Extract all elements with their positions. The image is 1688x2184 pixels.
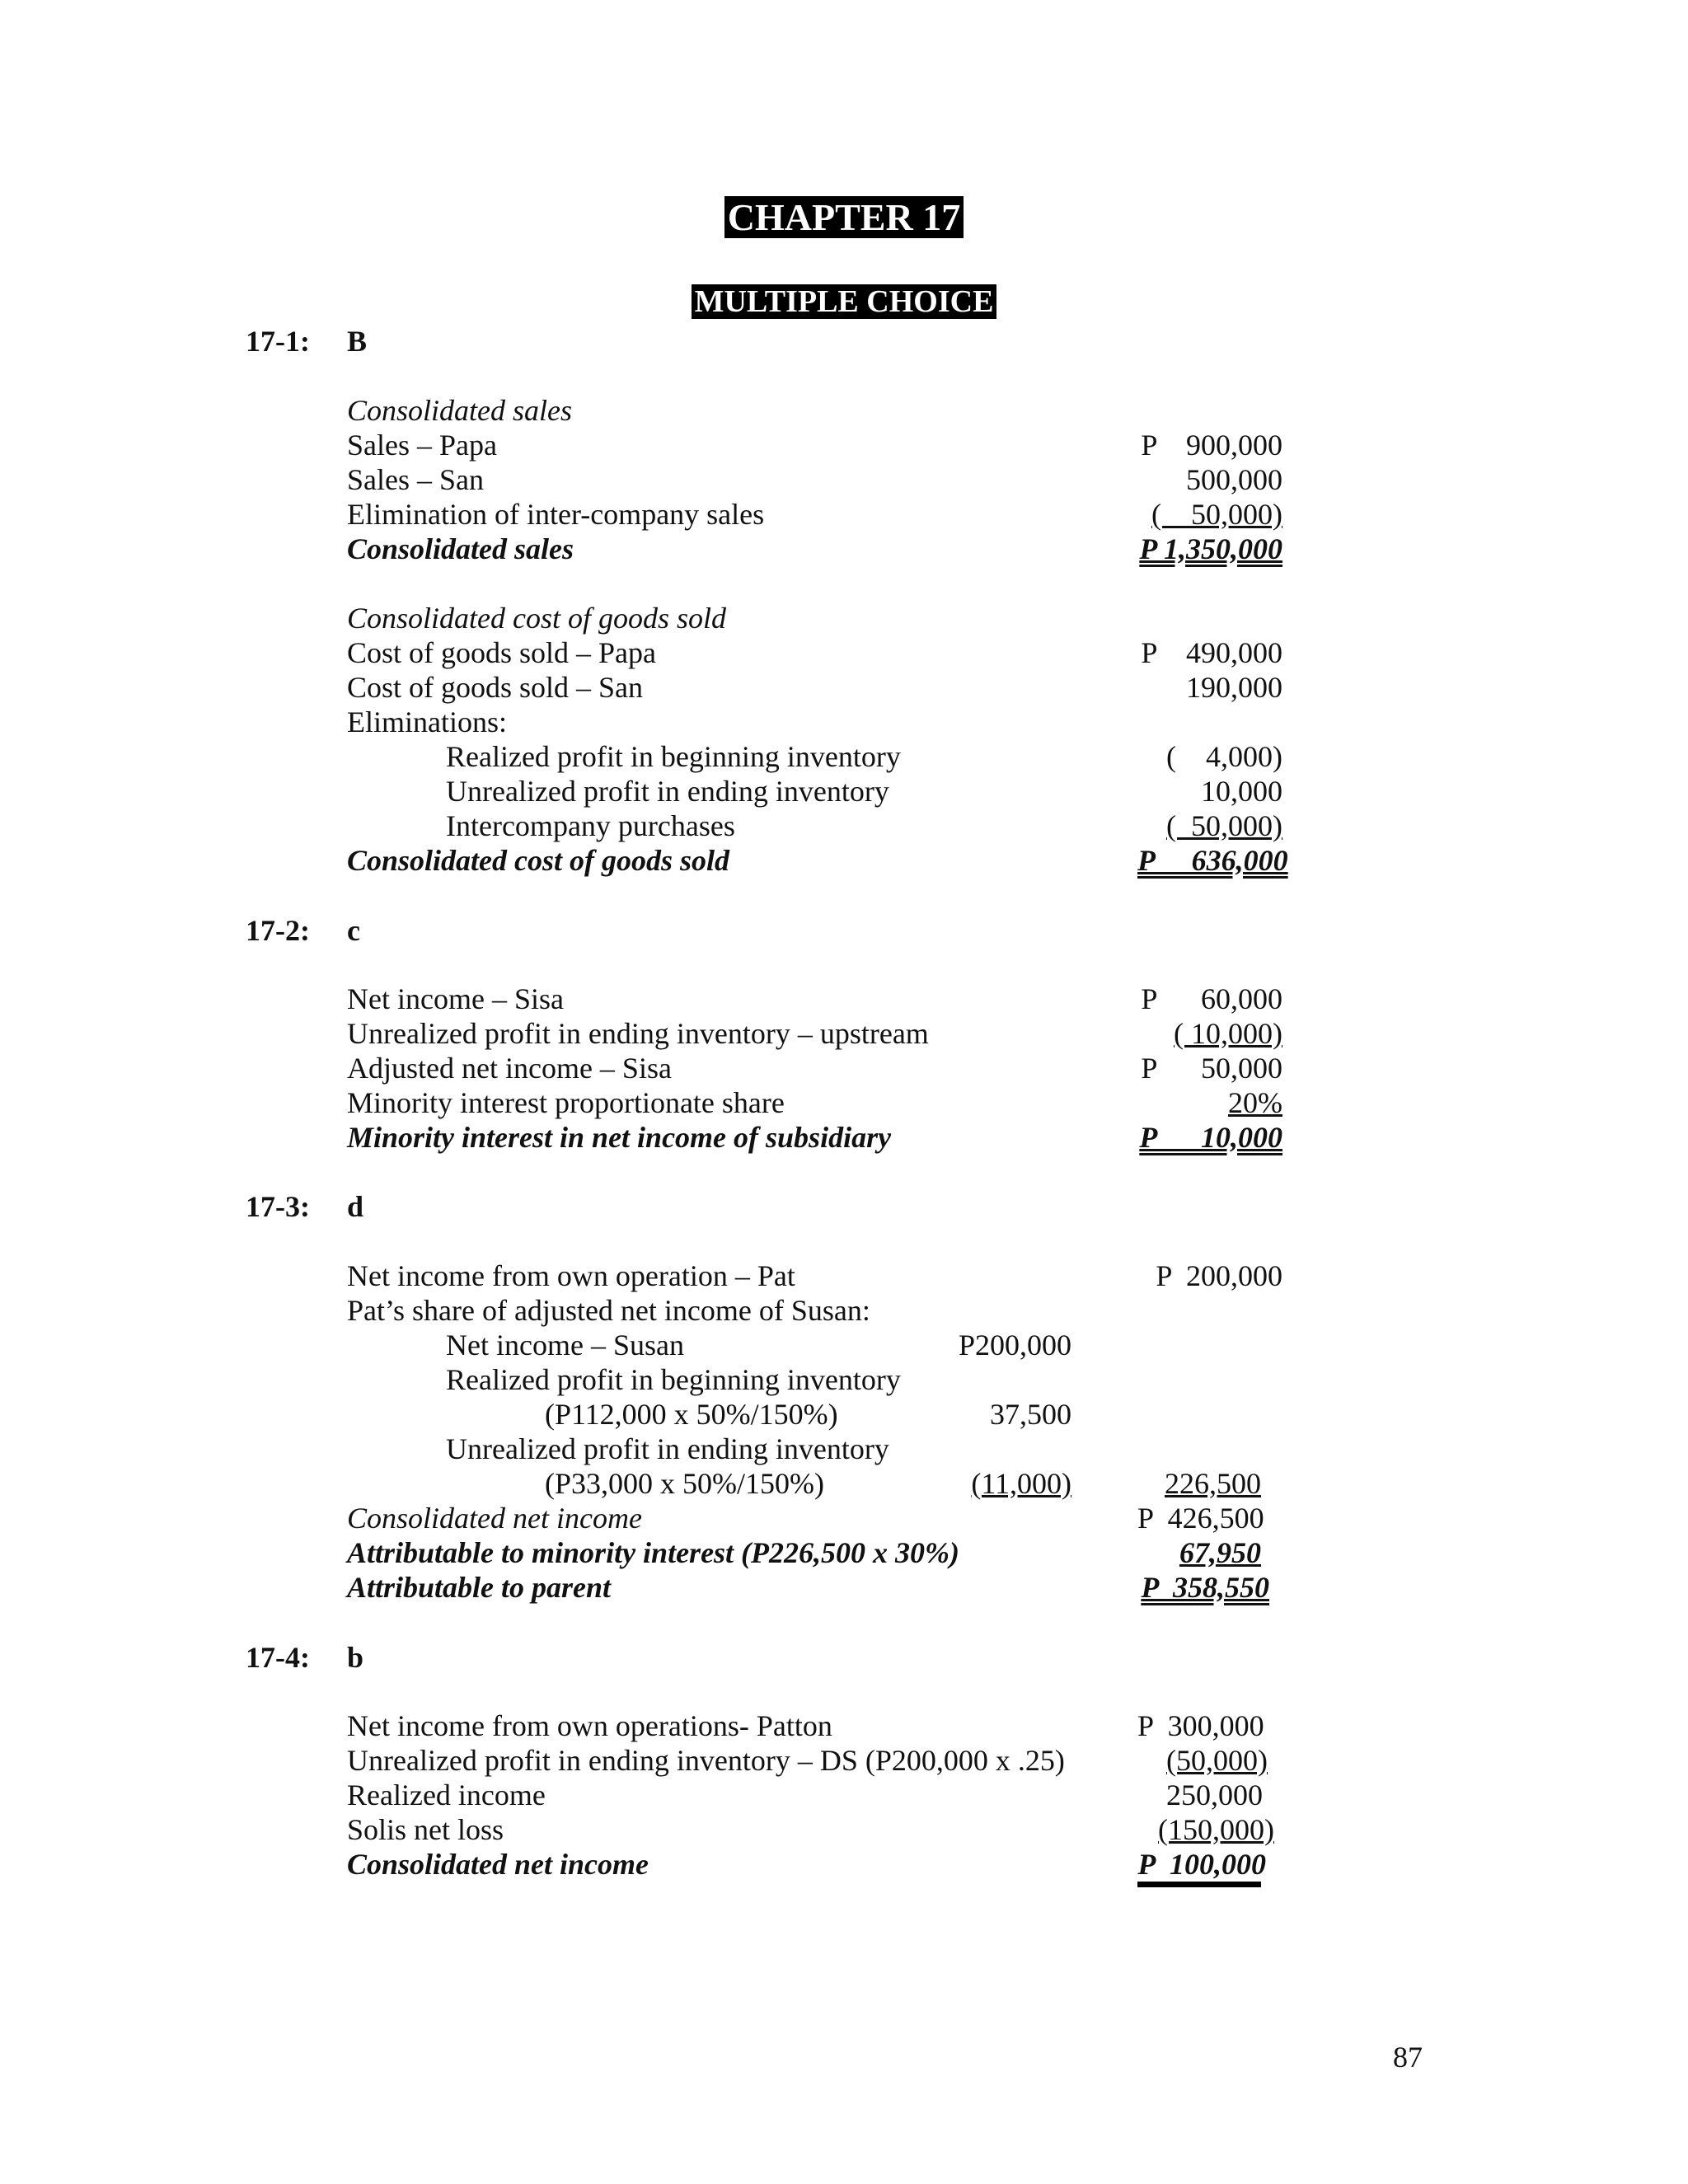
realized-profit-amount: 37,500 <box>990 1398 1071 1431</box>
section-title-text: MULTIPLE CHOICE <box>692 284 997 319</box>
elim-sales-label: Elimination of inter-company sales <box>347 498 765 531</box>
mi-net-income-label: Minority interest in net income of subsidiary <box>347 1121 892 1154</box>
realized-profit-amount: ( 4,000) <box>1166 740 1282 773</box>
unrealized-ds-label: Unrealized profit in ending inventory – DS (P200,000 x .25) <box>347 1744 1065 1777</box>
consolidated-ni-amount: P 100,000 <box>1137 1848 1266 1881</box>
consolidated-cogs-amount: P 636,000 <box>1137 844 1288 877</box>
unrealized-profit-label: Unrealized profit in ending inventory <box>446 775 889 808</box>
intercompany-purchases-label: Intercompany purchases <box>446 809 735 842</box>
cogs-san-label: Cost of goods sold – San <box>347 671 644 704</box>
ni-sisa-amount: P 60,000 <box>1141 982 1282 1015</box>
section-title <box>0 283 1688 321</box>
adjusted-ni-label: Adjusted net income – Sisa <box>347 1052 672 1085</box>
ni-sisa-label: Net income – Sisa <box>347 982 564 1015</box>
sales-papa-amount: P 900,000 <box>1141 429 1282 462</box>
eliminations-label: Eliminations: <box>347 705 507 738</box>
attributable-parent-label: Attributable to parent <box>347 1571 612 1604</box>
pat-share-label: Pat’s share of adjusted net income of Susan: <box>347 1294 870 1327</box>
realized-income-label: Realized income <box>347 1779 546 1811</box>
ni-patton-label: Net income from own operations- Patton <box>347 1709 832 1742</box>
attributable-parent-amount: P 358,550 <box>1141 1571 1269 1604</box>
intercompany-purchases-amount: ( 50,000) <box>1166 809 1282 842</box>
sales-san-label: Sales – San <box>347 463 484 496</box>
page-number: 87 <box>1393 2041 1423 2074</box>
question-answer: c <box>347 914 360 947</box>
ni-susan-label: Net income – Susan <box>446 1329 684 1361</box>
mi-share-label: Minority interest proportionate share <box>347 1086 785 1119</box>
subtotal-amount: 226,500 <box>1165 1467 1261 1500</box>
ni-patton-amount: P 300,000 <box>1137 1709 1264 1742</box>
consolidated-cogs-label: Consolidated cost of goods sold <box>347 844 730 877</box>
ni-susan-amount: P200,000 <box>958 1329 1071 1361</box>
unrealized-upstream-amount: ( 10,000) <box>1174 1017 1282 1050</box>
sales-papa-label: Sales – Papa <box>347 429 497 462</box>
unrealized-upstream-label: Unrealized profit in ending inventory – upstream <box>347 1017 929 1050</box>
realized-income-amount: 250,000 <box>1166 1779 1263 1811</box>
question-answer: b <box>347 1641 364 1674</box>
cogs-heading: Consolidated cost of goods sold <box>347 602 727 635</box>
question-number: 17-4: <box>246 1641 310 1674</box>
question-answer: B <box>347 325 368 358</box>
realized-profit-calc: (P112,000 x 50%/150%) <box>545 1398 838 1431</box>
cogs-san-amount: 190,000 <box>1186 671 1282 704</box>
solis-loss-label: Solis net loss <box>347 1813 504 1846</box>
adjusted-ni-amount: P 50,000 <box>1141 1052 1282 1085</box>
consolidated-ni-label: Consolidated net income <box>347 1502 642 1535</box>
consolidated-sales-label: Consolidated sales <box>347 532 574 565</box>
mi-share-amount: 20% <box>1228 1086 1282 1119</box>
consolidated-ni-label: Consolidated net income <box>347 1848 649 1881</box>
mi-net-income-amount: P 10,000 <box>1139 1121 1282 1154</box>
unrealized-profit-label: Unrealized profit in ending inventory <box>446 1432 889 1465</box>
unrealized-profit-calc: (P33,000 x 50%/150%) <box>545 1467 824 1500</box>
elim-sales-amount: ( 50,000) <box>1151 498 1282 531</box>
question-number: 17-1: <box>246 325 310 358</box>
cogs-papa-label: Cost of goods sold – Papa <box>347 636 657 669</box>
solis-loss-amount: (150,000) <box>1158 1813 1274 1846</box>
attributable-mi-label: Attributable to minority interest (P226,500 x 30%) <box>347 1536 960 1569</box>
attributable-mi-amount: 67,950 <box>1179 1536 1261 1569</box>
question-number: 17-3: <box>246 1190 310 1223</box>
consolidated-sales-amount: P 1,350,000 <box>1139 532 1282 565</box>
unrealized-ds-amount: (50,000) <box>1166 1744 1268 1777</box>
question-number: 17-2: <box>246 914 310 947</box>
ni-pat-label: Net income from own operation – Pat <box>347 1259 795 1292</box>
unrealized-profit-amount: 10,000 <box>1201 775 1282 808</box>
chapter-title-text: CHAPTER 17 <box>724 196 964 238</box>
unrealized-profit-amount: (11,000) <box>971 1467 1071 1500</box>
question-answer: d <box>347 1190 364 1223</box>
sales-heading: Consolidated sales <box>347 394 573 427</box>
consolidated-ni-amount: P 426,500 <box>1137 1502 1264 1535</box>
chapter-title <box>0 194 1688 241</box>
total-underline <box>1137 1882 1261 1887</box>
cogs-papa-amount: P 490,000 <box>1141 636 1282 669</box>
ni-pat-amount: P 200,000 <box>1156 1259 1282 1292</box>
sales-san-amount: 500,000 <box>1186 463 1282 496</box>
realized-profit-label: Realized profit in beginning inventory <box>446 740 901 773</box>
realized-profit-label: Realized profit in beginning inventory <box>446 1363 901 1396</box>
